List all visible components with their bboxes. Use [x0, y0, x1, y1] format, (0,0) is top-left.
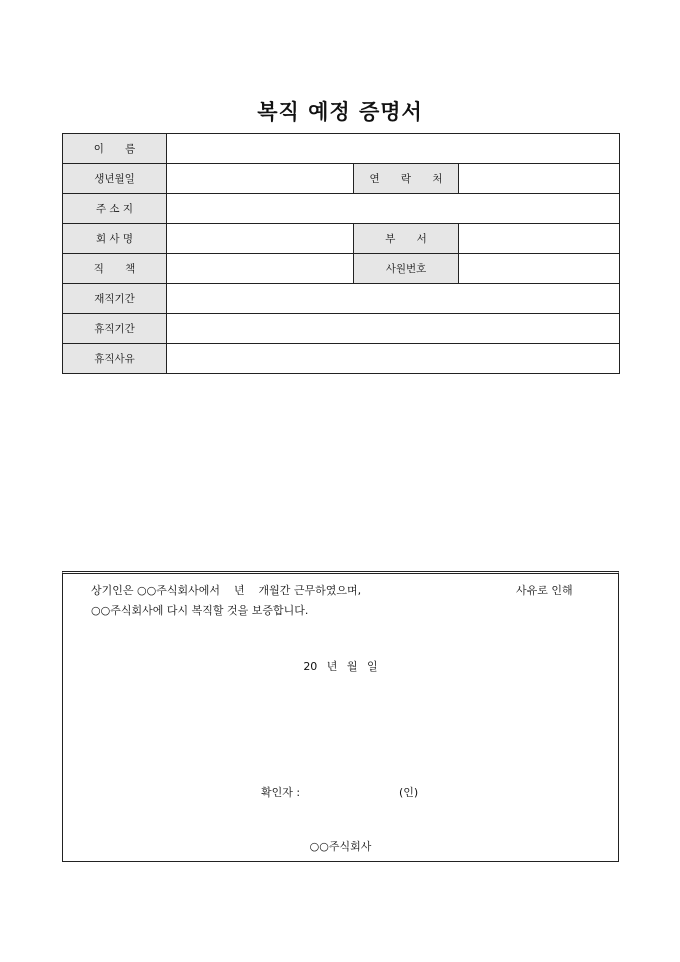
leave-period-label: 휴직기간: [63, 314, 167, 344]
employee-no-field[interactable]: [459, 254, 620, 284]
seal-mark: (인): [399, 786, 419, 799]
statement-line-2: ○○주식회사에 다시 복직할 것을 보증합니다.: [91, 604, 309, 617]
row-company-department: [63, 224, 620, 254]
department-label: 부 서: [354, 224, 459, 254]
position-label: 직 책: [63, 254, 167, 284]
company-field[interactable]: [167, 224, 354, 254]
row-leave-period: [63, 314, 620, 344]
company-label: 회 사 명: [63, 224, 167, 254]
statement-line-1-tail: 사유로 인해: [516, 584, 573, 597]
department-field[interactable]: [459, 224, 620, 254]
statement-line-1: [91, 582, 573, 598]
row-birth-contact: [63, 164, 620, 194]
confirmer-label: 확인자 :: [261, 786, 301, 799]
position-field[interactable]: [167, 254, 354, 284]
statement-line-1-text: 상기인은 ○○주식회사에서 년 개월간 근무하였으며,: [91, 584, 362, 597]
statement-box: [62, 571, 619, 862]
leave-period-field[interactable]: [167, 314, 620, 344]
row-address: [63, 194, 620, 224]
contact-label: 연 락 처: [354, 164, 459, 194]
row-leave-reason: [63, 344, 620, 374]
document-title: 복직 예정 증명서: [257, 100, 423, 124]
address-label: 주 소 지: [63, 194, 167, 224]
row-position-employee-no: [63, 254, 620, 284]
leave-reason-label: 휴직사유: [63, 344, 167, 374]
birth-label: 생년월일: [63, 164, 167, 194]
employment-period-field[interactable]: [167, 284, 620, 314]
leave-reason-field[interactable]: [167, 344, 620, 374]
name-field[interactable]: [167, 134, 620, 164]
contact-field[interactable]: [459, 164, 620, 194]
row-name: [63, 134, 620, 164]
info-table: [62, 133, 620, 374]
row-employment-period: [63, 284, 620, 314]
employment-period-label: 재직기간: [63, 284, 167, 314]
birth-field[interactable]: [167, 164, 354, 194]
employee-no-label: 사원번호: [354, 254, 459, 284]
statement-date: 20 년 월 일: [303, 660, 378, 673]
address-field[interactable]: [167, 194, 620, 224]
company-signature: ○○주식회사: [309, 840, 372, 853]
name-label: 이 름: [63, 134, 167, 164]
